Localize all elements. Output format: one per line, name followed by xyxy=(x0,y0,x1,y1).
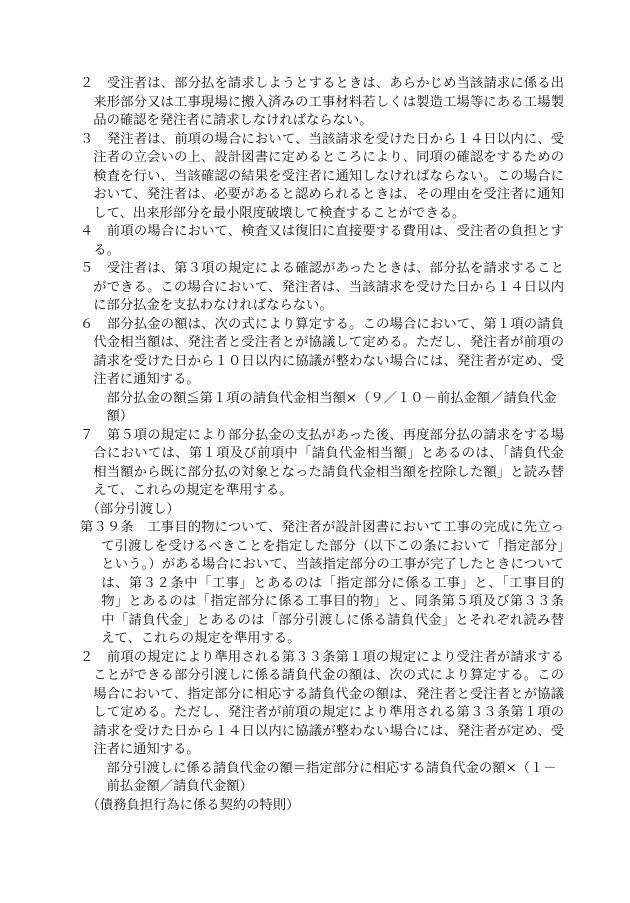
paragraph-4: ４ 前項の場合において、検査又は復旧に直接要する費用は、受注者の負担とする。 xyxy=(80,224,564,258)
article-39: 第３９条 工事目的物について、発注者が設計図書において工事の完成に先立って引渡しを受けるべきことを指定した部分（以下この条において「指定部分」という。）がある場合において、当該指定部分の工事が完了したときについては、第３２条中「工事」とあるのは「指定部分に係る工事」と、「工事目的物」とあるのは「指定部分に係る工事目的物」と、同条第５項及び第３３条中「請負代金」とあるのは「部分引渡しに係る請負代金」とそれぞれ読み替えて、これらの規定を準用する。 xyxy=(80,520,564,646)
article-caption-debt-burden: （債務負担行為に係る契約の特則） xyxy=(86,797,300,813)
formula-partial-delivery: 部分引渡しに係る請負代金の額＝指定部分に相応する請負代金の額×（１－前払金額／請負代金額） xyxy=(106,760,557,794)
paragraph-3: ３ 発注者は、前項の場合において、当該請求を受けた日から１４日以内に、受注者の立会いの上、設計図書に定めるところにより、同項の確認をするための検査を行い、当該確認の結果を受注者に通知しなければならない。この場合において、発注者は、必要があると認められるときは、その理由を受注者に通知して、出来形部分を最小限度破壊して検査することができる。 xyxy=(80,131,564,221)
paragraph-7: ７ 第５項の規定により部分払金の支払があった後、再度部分払の請求をする場合においては、第１項及び前項中「請負代金相当額」とあるのは、「請負代金相当額から既に部分払の対象となった請負代金相当額を控除した額」と読み替えて、これらの規定を準用する。 xyxy=(80,427,564,498)
paragraph-5: ５ 受注者は、第３項の規定による確認があったときは、部分払を請求することができる。この場合において、発注者は、当該請求を受けた日から１４日以内に部分払金を支払わなければならない。 xyxy=(80,261,564,313)
article-caption-partial-delivery: （部分引渡し） xyxy=(86,501,180,517)
paragraph-6: ６ 部分払金の額は、次の式により算定する。この場合において、第１項の請負代金相当額は、発注者と受注者とが協議して定める。ただし、発注者が前項の請求を受けた日から１０日以内に協議が整わない場合には、発注者が定め、受注者に通知する。 xyxy=(80,316,564,387)
formula-partial-payment: 部分払金の額≦第１項の請負代金相当額×（９／１０－前払金額／請負代金額） xyxy=(106,390,557,424)
paragraph-2: ２ 受注者は、部分払を請求しようとするときは、あらかじめ当該請求に係る出来形部分又は工事現場に搬入済みの工事材料若しくは製造工場等にある工場製品の確認を発注者に請求しなければならない。 xyxy=(80,76,564,128)
article-39-paragraph-2: ２ 前項の規定により準用される第３３条第１項の規定により受注者が請求することができる部分引渡しに係る請負代金の額は、次の式により算定する。この場合において、指定部分に相応する請負代金の額は、発注者と受注者とが協議して定める。ただし、発注者が前項の規定により準用される第３３条第１項の請求を受けた日から１４日以内に協議が整わない場合には、発注者が定め、受注者に通知する。 xyxy=(80,649,564,757)
